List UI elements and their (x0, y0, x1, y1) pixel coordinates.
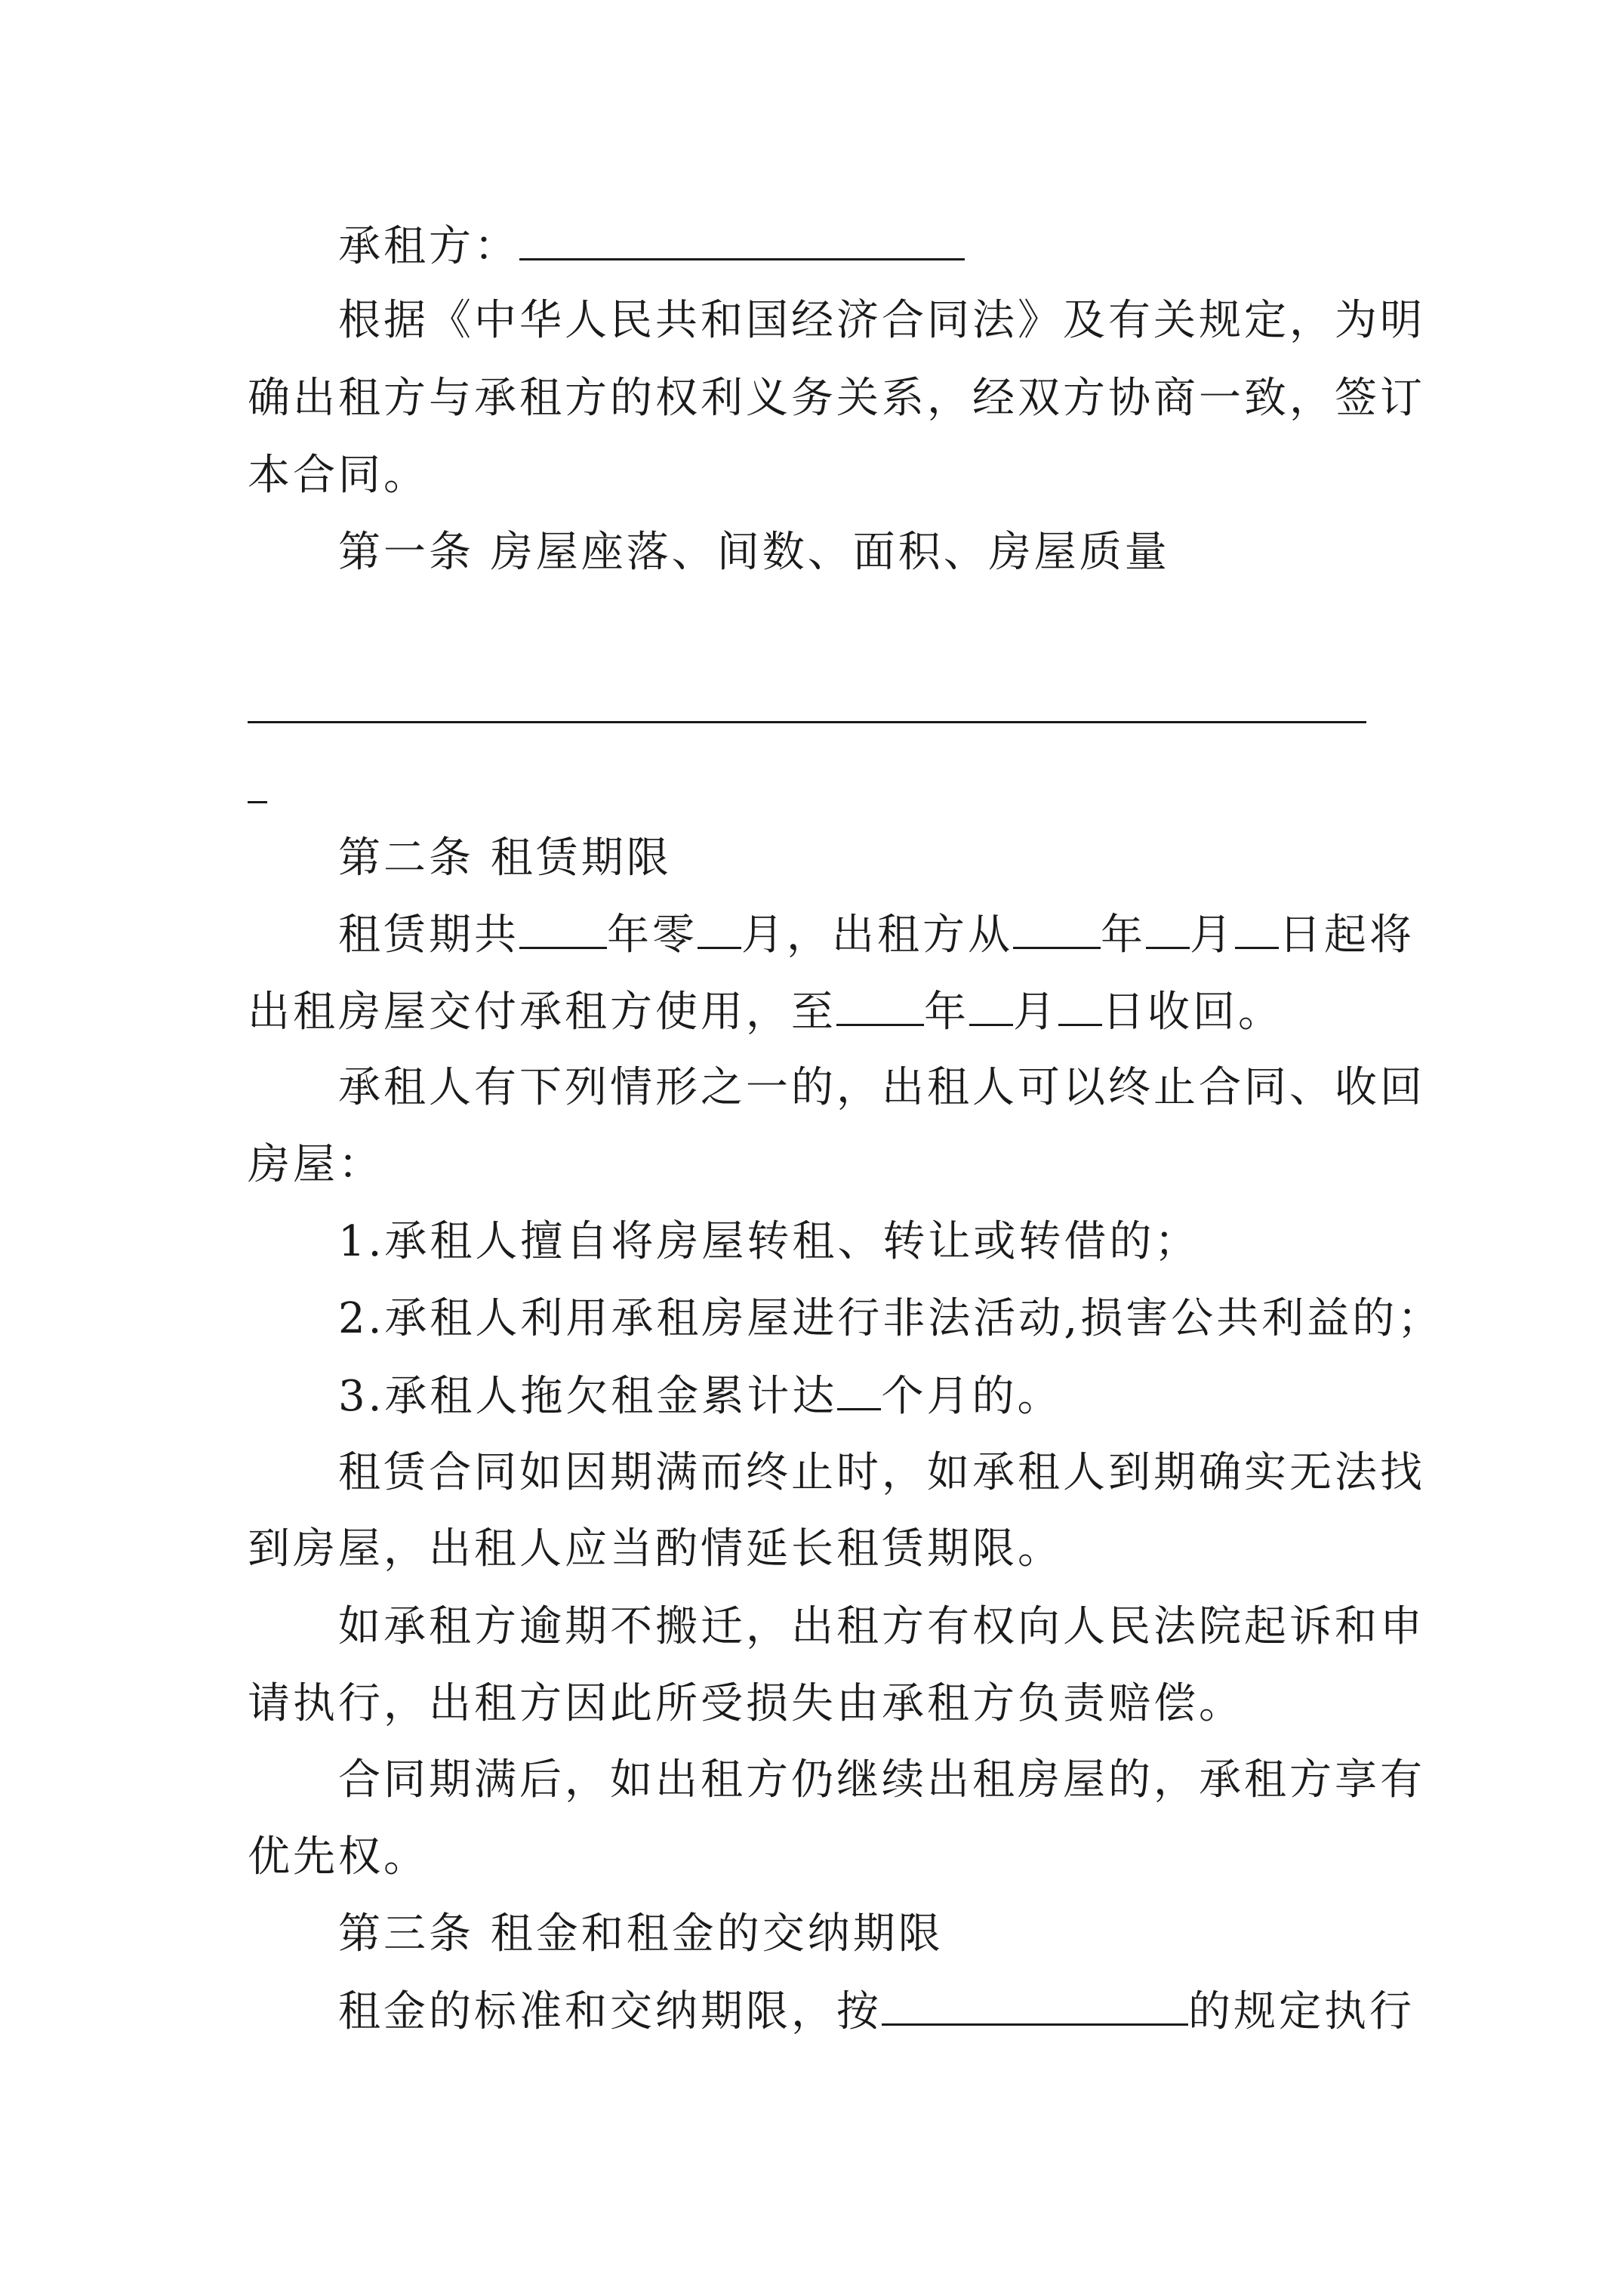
lessee-blank[interactable] (519, 216, 965, 260)
item-2: 2.承租人利用承租房屋进行非法活动,损害公共利益的； (338, 1294, 1443, 1343)
term-years-blank[interactable] (519, 905, 607, 949)
term-text-a: 租赁期共 (338, 911, 519, 960)
article-2-title: 第二条 租赁期限 (338, 834, 672, 883)
priority-line-2: 优先权。 (248, 1832, 429, 1881)
article-1-fill-line[interactable] (248, 721, 1366, 723)
priority-line-1: 合同期满后，如出租方仍继续出租房屋的，承租方享有 (338, 1755, 1425, 1804)
expire-line-2: 到房屋，出租人应当酌情延长租赁期限。 (248, 1524, 1063, 1573)
term-text-e: 月 (1190, 911, 1235, 960)
article-1-fill-line-end[interactable] (248, 801, 267, 803)
term2-text-b: 年 (924, 988, 969, 1037)
term2-text-c: 月 (1013, 988, 1058, 1037)
lessee-line (338, 216, 965, 276)
terminate-line-2: 房屋： (248, 1140, 383, 1189)
end-year-blank[interactable] (836, 982, 924, 1026)
rent-text-a: 租金的标准和交纳期限，按 (338, 1987, 882, 2036)
term2-text-d: 日收回。 (1102, 988, 1283, 1037)
term-line-2 (248, 982, 1283, 1042)
rent-standard-blank[interactable] (882, 1981, 1188, 2026)
start-day-blank[interactable] (1235, 905, 1279, 949)
article-3-title: 第三条 租金和租金的交纳期限 (338, 1909, 944, 1959)
start-month-blank[interactable] (1146, 905, 1190, 949)
rent-text-b: 的规定执行 (1188, 1987, 1415, 2036)
term-months-blank[interactable] (698, 905, 741, 949)
term-text-f: 日起将 (1279, 911, 1415, 960)
item-3-text-b: 个月的。 (881, 1372, 1063, 1421)
article-1-title: 第一条 房屋座落、间数、面积、房屋质量 (338, 528, 1170, 577)
item-1: 1.承租人擅自将房屋转租、转让或转借的； (338, 1217, 1200, 1266)
start-year-blank[interactable] (1013, 905, 1101, 949)
arrears-months-blank[interactable] (837, 1366, 881, 1410)
item-3-text-a: 3.承租人拖欠租金累计达 (338, 1372, 838, 1421)
expire-line-1: 租赁合同如因期满而终止时，如承租人到期确实无法找 (338, 1448, 1425, 1497)
term-text-c: 月，出租方从 (741, 911, 1013, 960)
overdue-line-2: 请执行，出租方因此所受损失由承租方负责赔偿。 (248, 1679, 1244, 1728)
end-month-blank[interactable] (969, 982, 1013, 1026)
term-text-d: 年 (1101, 911, 1146, 960)
term2-text-a: 出租房屋交付承租方使用，至 (248, 988, 836, 1037)
end-day-blank[interactable] (1058, 982, 1102, 1026)
item-3 (338, 1366, 1062, 1426)
term-text-b: 年零 (607, 911, 698, 960)
term-line-1 (338, 905, 1415, 965)
terminate-line-1: 承租人有下列情形之一的，出租人可以终止合同、收回 (338, 1063, 1425, 1112)
overdue-line-1: 如承租方逾期不搬迁，出租方有权向人民法院起诉和申 (338, 1602, 1425, 1651)
rent-line-1 (338, 1981, 1415, 2042)
lessee-label: 承租方： (338, 222, 519, 271)
intro-line-1: 根据《中华人民共和国经济合同法》及有关规定，为明 (338, 296, 1425, 345)
intro-line-2: 确出租方与承租方的权利义务关系，经双方协商一致，签订 (248, 374, 1425, 423)
intro-line-3: 本合同。 (248, 451, 429, 500)
